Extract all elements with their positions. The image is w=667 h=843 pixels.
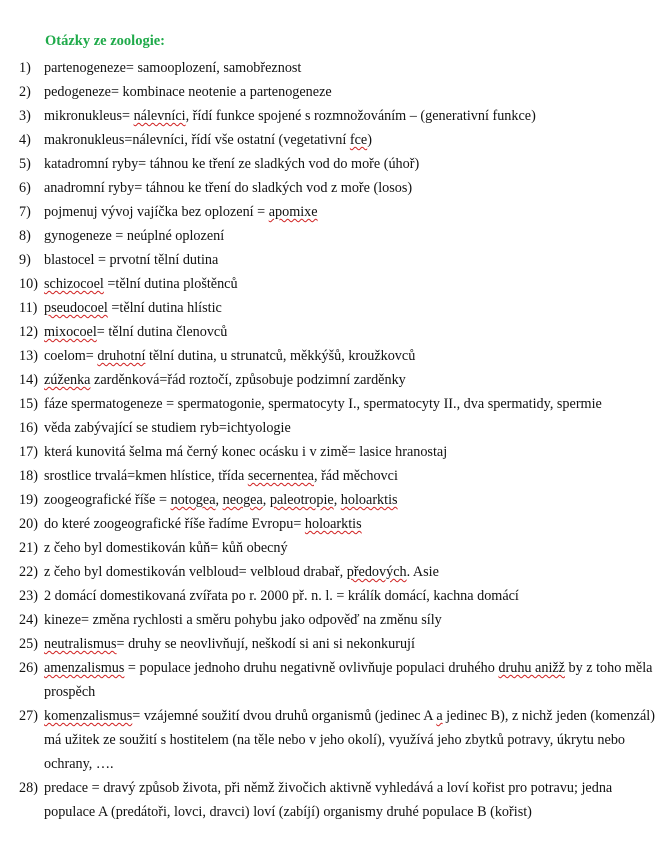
spellcheck-word: fce bbox=[349, 132, 368, 148]
text-run: , bbox=[215, 492, 223, 508]
text-run: kineze= změna rychlosti a směru pohybu jako odpověď na změnu síly bbox=[44, 612, 442, 628]
item-text bbox=[44, 228, 224, 244]
spellcheck-word: a bbox=[436, 708, 443, 724]
list-item bbox=[0, 632, 667, 656]
list-item bbox=[0, 320, 667, 344]
item-text bbox=[44, 372, 406, 388]
list-item bbox=[0, 248, 667, 272]
spellcheck-word: notogea bbox=[170, 492, 216, 508]
spellcheck-word: apomixe bbox=[268, 204, 318, 220]
item-text bbox=[44, 252, 218, 268]
item-number: 18) bbox=[19, 468, 38, 484]
item-number: 16) bbox=[19, 420, 38, 436]
item-number: 22) bbox=[19, 564, 38, 580]
text-run: , řád měchovci bbox=[313, 468, 398, 484]
list-item bbox=[0, 56, 667, 80]
list-item bbox=[0, 152, 667, 176]
list-item bbox=[0, 416, 667, 440]
text-run: , bbox=[333, 492, 341, 508]
text-run: zoogeografické říše = bbox=[44, 492, 171, 508]
spellcheck-word: neutralismus bbox=[44, 636, 117, 652]
text-run: srostlice trvalá=kmen hlístice, třída bbox=[44, 468, 248, 484]
list-item bbox=[0, 560, 667, 584]
spellcheck-word: mixocoel bbox=[44, 324, 97, 340]
list-item bbox=[0, 200, 667, 224]
item-number: 24) bbox=[19, 612, 38, 628]
list-item bbox=[0, 488, 667, 512]
question-list bbox=[0, 56, 667, 824]
item-number: 27) bbox=[19, 708, 38, 724]
spellcheck-word: secernentea bbox=[247, 468, 314, 484]
item-text bbox=[44, 396, 602, 412]
text-run: z čeho byl domestikován kůň= kůň obecný bbox=[44, 540, 288, 556]
spellcheck-word: holoarktis bbox=[304, 516, 362, 532]
item-number: 2) bbox=[19, 84, 31, 100]
item-number: 8) bbox=[19, 228, 31, 244]
text-run: partenogeneze= samooplození, samobřeznost bbox=[44, 60, 302, 76]
text-run: katadromní ryby= táhnou ke tření ze sladkých vod do moře (úhoř) bbox=[44, 156, 420, 172]
text-run: blastocel = prvotní tělní dutina bbox=[44, 252, 219, 268]
list-item bbox=[0, 704, 667, 776]
text-run: tělní dutina, u strunatců, měkkýšů, kroužkovců bbox=[145, 348, 416, 364]
item-number: 1) bbox=[19, 60, 31, 76]
spellcheck-word: schizocoel bbox=[44, 276, 104, 292]
list-item bbox=[0, 368, 667, 392]
text-run: zarděnková=řád roztočí, způsobuje podzimní zarděnky bbox=[90, 372, 406, 388]
item-text bbox=[44, 516, 362, 532]
spellcheck-word: paleotropie bbox=[269, 492, 334, 508]
item-number: 11) bbox=[19, 300, 38, 316]
item-number: 13) bbox=[19, 348, 38, 364]
text-run: , řídí funkce spojené s rozmnožováním – (generativní funkce) bbox=[185, 108, 536, 124]
spellcheck-word: nálevníci bbox=[133, 108, 186, 124]
list-item bbox=[0, 296, 667, 320]
list-item bbox=[0, 128, 667, 152]
item-text bbox=[44, 204, 318, 220]
text-run: coelom= bbox=[44, 348, 98, 364]
text-run: = populace jednoho druhu negativně ovlivňuje populaci druhého bbox=[124, 660, 499, 676]
item-number: 23) bbox=[19, 588, 38, 604]
item-text bbox=[44, 276, 238, 292]
item-number: 15) bbox=[19, 396, 38, 412]
list-item bbox=[0, 464, 667, 488]
item-number: 9) bbox=[19, 252, 31, 268]
text-run: gynogeneze = neúplné oplození bbox=[44, 228, 225, 244]
spellcheck-word: zúženka bbox=[44, 372, 91, 388]
text-run: z čeho byl domestikován velbloud= velbloud drabař, bbox=[44, 564, 347, 580]
item-text bbox=[44, 132, 372, 148]
item-text bbox=[44, 348, 415, 364]
list-item bbox=[0, 224, 667, 248]
spellcheck-word: neogea bbox=[222, 492, 263, 508]
item-number: 4) bbox=[19, 132, 31, 148]
item-number: 17) bbox=[19, 444, 38, 460]
item-text bbox=[44, 324, 227, 340]
item-text bbox=[44, 180, 412, 196]
item-text bbox=[44, 708, 655, 772]
text-run: mikronukleus= bbox=[44, 108, 134, 124]
list-item bbox=[0, 608, 667, 632]
item-text bbox=[44, 420, 291, 436]
item-text bbox=[44, 492, 398, 508]
text-run: = tělní dutina členovců bbox=[96, 324, 228, 340]
item-number: 19) bbox=[19, 492, 38, 508]
text-run: by z toho měla prospěch bbox=[44, 660, 653, 700]
item-text bbox=[44, 156, 419, 172]
item-number: 12) bbox=[19, 324, 38, 340]
item-text bbox=[44, 564, 439, 580]
list-item bbox=[0, 344, 667, 368]
spellcheck-word: komenzalismus bbox=[44, 708, 133, 724]
text-run: , bbox=[262, 492, 270, 508]
item-number: 21) bbox=[19, 540, 38, 556]
item-text bbox=[44, 108, 536, 124]
text-run: věda zabývající se studiem ryb=ichtyologie bbox=[44, 420, 291, 436]
spellcheck-word: amenzalismus bbox=[44, 660, 125, 676]
text-run: predace = dravý způsob života, při němž živočich aktivně vyhledává a loví kořist pro potravu; jedna populace A (predátoři, lovci, dravci) loví (zabíjí) organismy druhé populace B (kořist) bbox=[44, 780, 613, 820]
item-number: 10) bbox=[19, 276, 38, 292]
spellcheck-word: holoarktis bbox=[340, 492, 398, 508]
text-run: anadromní ryby= táhnou ke tření do sladkých vod z moře (losos) bbox=[44, 180, 413, 196]
spellcheck-word: předových bbox=[346, 564, 407, 580]
list-item bbox=[0, 392, 667, 416]
item-text bbox=[44, 636, 415, 652]
item-text bbox=[44, 300, 222, 316]
text-run: = vzájemné soužití dvou druhů organismů (jedinec A bbox=[132, 708, 437, 724]
list-item bbox=[0, 80, 667, 104]
item-number: 20) bbox=[19, 516, 38, 532]
text-run: do které zoogeografické říše řadíme Evropu= bbox=[44, 516, 305, 532]
list-item bbox=[0, 536, 667, 560]
item-number: 25) bbox=[19, 636, 38, 652]
list-item bbox=[0, 776, 667, 824]
list-item bbox=[0, 272, 667, 296]
text-run: která kunovitá šelma má černý konec ocásku i v zimě= lasice hranostaj bbox=[44, 444, 448, 460]
item-text bbox=[44, 84, 332, 100]
item-number: 26) bbox=[19, 660, 38, 676]
list-item bbox=[0, 176, 667, 200]
text-run: ) bbox=[367, 132, 372, 148]
list-item bbox=[0, 440, 667, 464]
text-run: jedinec B), z nichž jeden (komenzál) má užitek ze soužití s hostitelem (na těle nebo v jeho okolí), využívá jeho zbytků potravy, úkrytu nebo ochrany, …. bbox=[44, 708, 655, 772]
item-text bbox=[44, 780, 612, 820]
text-run: 2 domácí domestikovaná zvířata po r. 2000 př. n. l. = králík domácí, kachna domácí bbox=[44, 588, 519, 604]
item-number: 6) bbox=[19, 180, 31, 196]
item-number: 14) bbox=[19, 372, 38, 388]
list-item bbox=[0, 512, 667, 536]
text-run: pojmenuj vývoj vajíčka bez oplození = bbox=[44, 204, 269, 220]
item-text bbox=[44, 60, 301, 76]
text-run: = druhy se neovlivňují, neškodí si ani si nekonkurují bbox=[116, 636, 415, 652]
text-run: fáze spermatogeneze = spermatogonie, spermatocyty I., spermatocyty II., dva spermatidy, spermie bbox=[44, 396, 602, 412]
text-run: pedogeneze= kombinace neotenie a partenogeneze bbox=[44, 84, 332, 100]
item-text bbox=[44, 540, 288, 556]
item-text bbox=[44, 468, 398, 484]
text-run: =tělní dutina ploštěnců bbox=[103, 276, 238, 292]
item-number: 7) bbox=[19, 204, 31, 220]
spellcheck-word: druhu anižž bbox=[498, 660, 565, 676]
item-number: 28) bbox=[19, 780, 38, 796]
item-text bbox=[44, 444, 447, 460]
item-number: 5) bbox=[19, 156, 31, 172]
list-item bbox=[0, 104, 667, 128]
item-text bbox=[44, 588, 519, 604]
spellcheck-word: druhotní bbox=[97, 348, 146, 364]
document-title: Otázky ze zoologie: bbox=[45, 33, 165, 49]
text-run: . Asie bbox=[406, 564, 439, 580]
spellcheck-word: pseudocoel bbox=[44, 300, 108, 316]
item-number: 3) bbox=[19, 108, 31, 124]
list-item bbox=[0, 584, 667, 608]
item-text bbox=[44, 612, 442, 628]
item-text bbox=[44, 660, 652, 700]
text-run: =tělní dutina hlístic bbox=[107, 300, 222, 316]
list-item bbox=[0, 656, 667, 704]
text-run: makronukleus=nálevníci, řídí vše ostatní (vegetativní bbox=[44, 132, 350, 148]
